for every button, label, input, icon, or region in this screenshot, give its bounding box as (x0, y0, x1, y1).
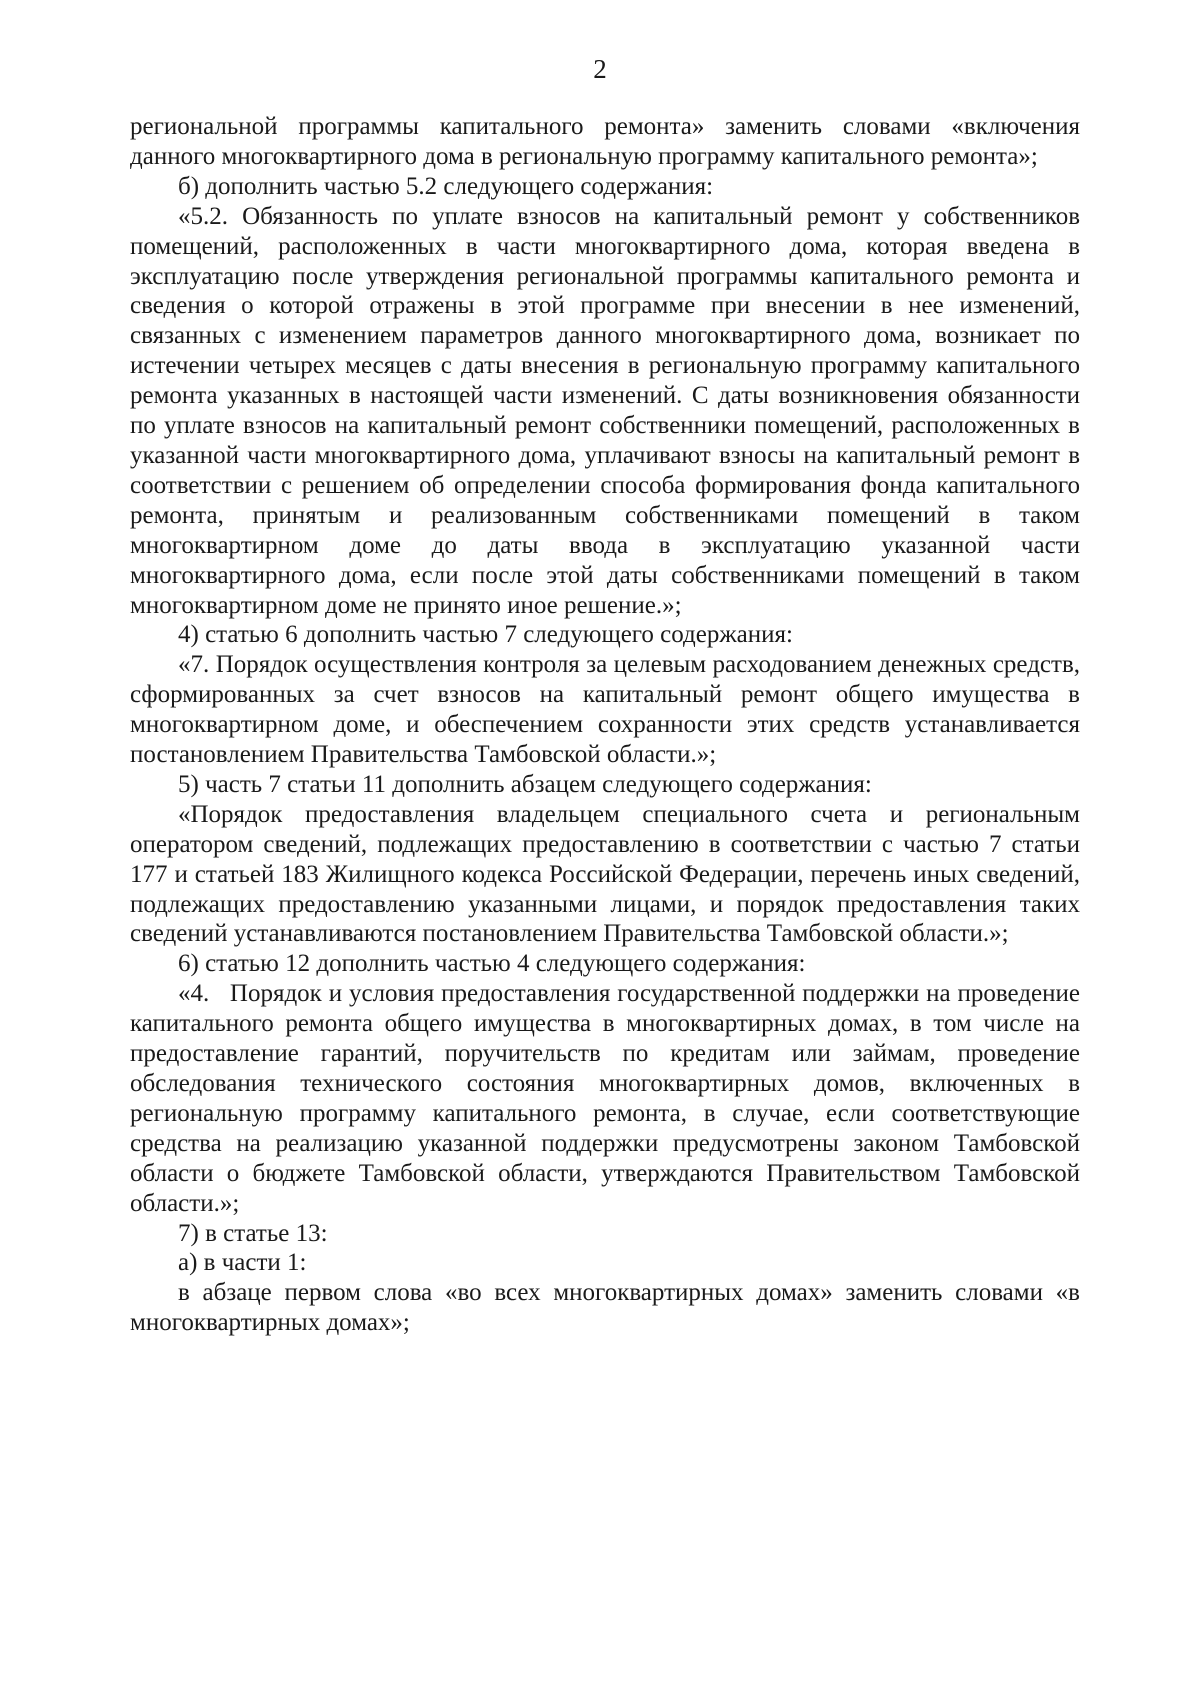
paragraph: 6) статью 12 дополнить частью 4 следующего содержания: (178, 950, 806, 978)
paragraph: региональной программы капитального ремонта» заменить словами «включения данного многоквартирного дома в региональную программу капитального ремонта»; (130, 113, 1080, 170)
paragraph: б) дополнить частью 5.2 следующего содержания: (178, 172, 714, 200)
paragraph: 7) в статье 13: (178, 1219, 328, 1247)
paragraph: «5.2. Обязанность по уплате взносов на капитальный ремонт у собственников помещений, расположенных в части многоквартирного дома, которая введена в эксплуатацию после утверждения региональной программы капитального ремонта и сведения о которой отражены в этой программе при внесении в нее изменений, связанных с изменением параметров данного многоквартирного дома, возникает по истечении четырех месяцев с даты внесения в региональную программу капитального ремонта указанных в настоящей части изменений. С даты возникновения обязанности по уплате взносов на капитальный ремонт собственники помещений, расположенных в указанной части многоквартирного дома, уплачивают взносы на капитальный ремонт в соответствии с решением об определении способа формирования фонда капитального ремонта, принятым и реализованным собственниками помещений в таком многоквартирном доме до даты ввода в эксплуатацию указанной части многоквартирного дома, если после этой даты собственниками помещений в таком многоквартирном доме не принято иное решение.»; (130, 202, 1080, 619)
paragraph: а) в части 1: (178, 1249, 307, 1277)
paragraph: «Порядок предоставления владельцем специального счета и региональным оператором сведений, подлежащих предоставлению в соответствии с частью 7 статьи 177 и статьей 183 Жилищного кодекса Российской Федерации, перечень иных сведений, подлежащих предоставлению указанными лицами, и порядок предоставления таких сведений устанавливаются постановлением Правительства Тамбовской области.»; (130, 800, 1080, 948)
paragraph: «4. Порядок и условия предоставления государственной поддержки на проведение капитального ремонта общего имущества в многоквартирных домах, в том числе на предоставление гарантий, поручительств по кредитам или займам, проведение обследования технического состояния многоквартирных домов, включенных в региональную программу капитального ремонта, в случае, если соответствующие средства на реализацию указанной поддержки предусмотрены законом Тамбовской области о бюджете Тамбовской области, утверждаются Правительством Тамбовской области.»; (130, 980, 1087, 1217)
page-number: 2 (593, 54, 607, 84)
paragraph: 5) часть 7 статьи 11 дополнить абзацем следующего содержания: (178, 770, 872, 798)
paragraph: 4) статью 6 дополнить частью 7 следующего содержания: (178, 621, 793, 649)
paragraph: в абзаце первом слова «во всех многоквартирных домах» заменить словами «в многоквартирных домах»; (130, 1279, 1080, 1337)
paragraph: «7. Порядок осуществления контроля за целевым расходованием денежных средств, сформированных за счет взносов на капитальный ремонт общего имущества в многоквартирном доме, и обеспечением сохранности этих средств устанавливается постановлением Правительства Тамбовской области.»; (130, 651, 1080, 769)
document-body (130, 112, 1087, 1338)
